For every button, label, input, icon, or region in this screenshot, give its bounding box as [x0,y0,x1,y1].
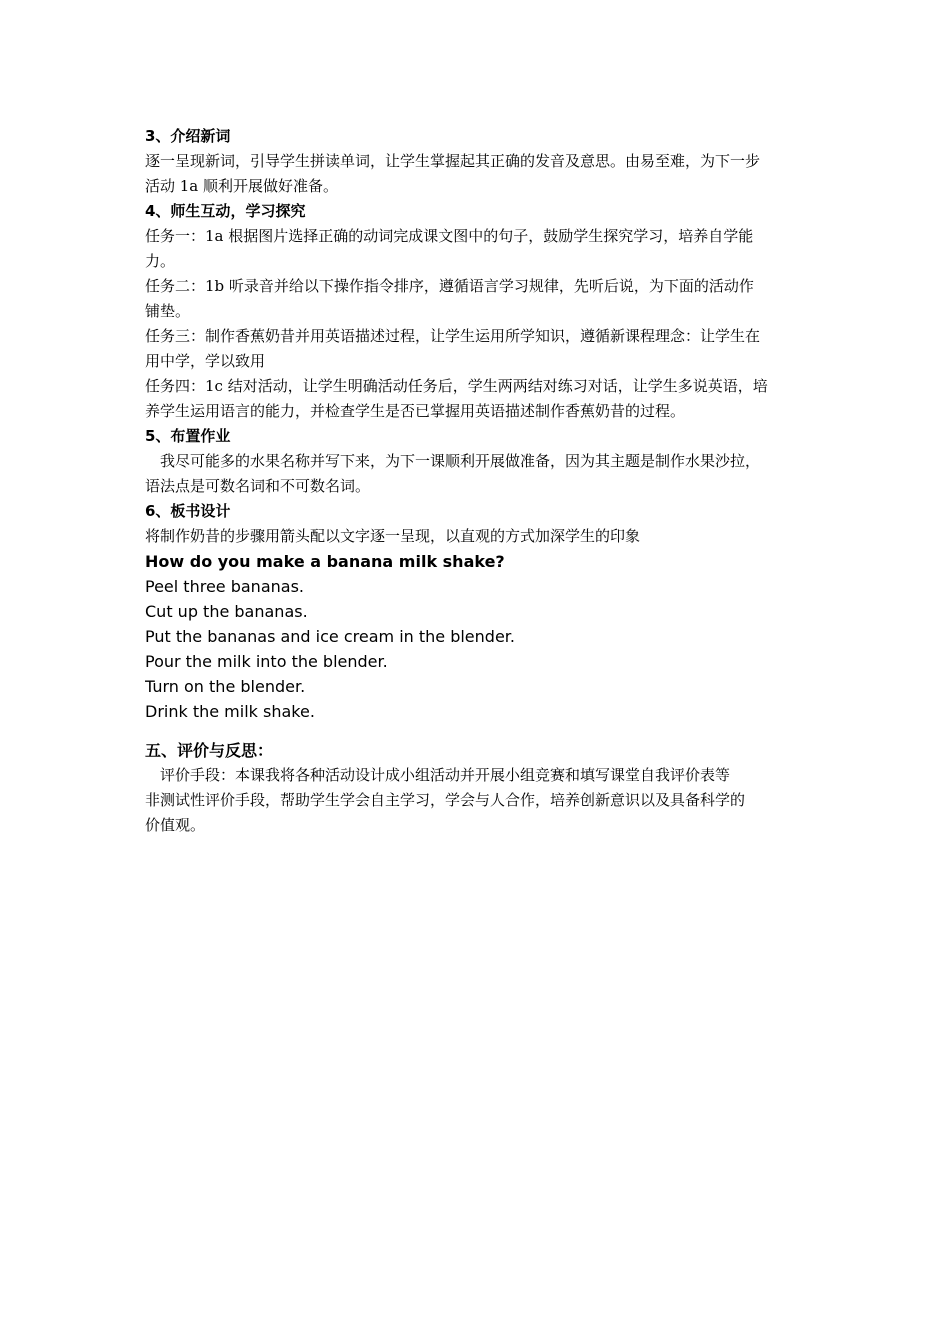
section-6-heading: 6、板书设计 [145,502,231,520]
section-5-heading: 5、布置作业 [145,427,231,445]
section-3-heading: 3、介绍新词 [145,127,231,145]
task-2-line-2: 铺垫。 [145,302,191,320]
task-2-line-1: 任务二：1b 听录音并给以下操作指令排序，遵循语言学习规律，先听后说，为下面的活动作 [145,277,754,295]
section-4-heading: 4、师生互动，学习探究 [145,202,306,220]
board-title: How do you make a banana milk shake? [145,552,505,571]
board-step-3: Put the bananas and ice cream in the blender. [145,627,515,646]
task-3-line-2: 用中学，学以致用 [145,352,266,370]
board-step-2: Cut up the bananas. [145,602,308,621]
board-step-4: Pour the milk into the blender. [145,652,388,671]
task-3-line-1: 任务三：制作香蕉奶昔并用英语描述过程，让学生运用所学知识，遵循新课程理念：让学生在 [145,327,761,345]
board-step-6: Drink the milk shake. [145,702,315,721]
section-5-text-line-2: 语法点是可数名词和不可数名词。 [145,477,371,495]
evaluation-line-1: 评价手段：本课我将各种活动设计成小组活动并开展小组竞赛和填写课堂自我评价表等 [145,766,731,784]
evaluation-line-3: 价值观。 [145,816,206,834]
task-1-line-2: 力。 [145,252,176,270]
board-step-5: Turn on the blender. [145,677,306,696]
evaluation-heading: 五、评价与反思： [145,741,274,760]
section-3-text-line-2: 活动 1a 顺利开展做好准备。 [145,177,339,195]
evaluation-line-2: 非测试性评价手段，帮助学生学会自主学习，学会与人合作，培养创新意识以及具备科学的 [145,791,746,809]
task-4-line-2: 养学生运用语言的能力，并检查学生是否已掌握用英语描述制作香蕉奶昔的过程。 [145,402,686,420]
document-page [145,124,817,838]
section-5-text-line-1: 我尽可能多的水果名称并写下来，为下一课顺利开展做准备，因为其主题是制作水果沙拉， [145,452,761,470]
board-step-1: Peel three bananas. [145,577,304,596]
task-1-line-1: 任务一：1a 根据图片选择正确的动词完成课文图中的句子，鼓励学生探究学习，培养自学能 [145,227,754,245]
section-6-text: 将制作奶昔的步骤用箭头配以文字逐一呈现，以直观的方式加深学生的印象 [145,527,641,545]
task-4-line-1: 任务四：1c 结对活动，让学生明确活动任务后，学生两两结对练习对话，让学生多说英语，培 [145,377,768,395]
section-3-text-line-1: 逐一呈现新词，引导学生拼读单词，让学生掌握起其正确的发音及意思。由易至难，为下一步 [145,152,761,170]
